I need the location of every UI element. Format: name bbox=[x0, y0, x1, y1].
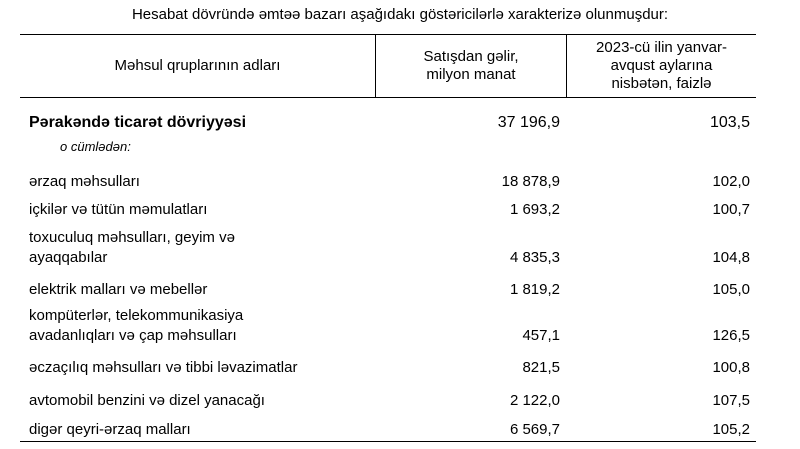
header-product-groups bbox=[20, 35, 375, 97]
row-name: əczaçılıq məhsulları və tibbi ləvazimatlar bbox=[29, 359, 298, 376]
row-name: avtomobil benzini və dizel yanacağı bbox=[29, 392, 265, 409]
subheading: o cümlədən: bbox=[60, 139, 131, 154]
row-revenue: 457,1 bbox=[522, 327, 560, 344]
row-name-line1: kompüterlər, telekommunikasiya bbox=[29, 307, 244, 324]
header-product-groups-label: Məhsul qruplarının adları bbox=[114, 57, 281, 74]
table-caption: Hesabat dövründə əmtəə bazarı aşağıdakı göstəricilərlə xarakterizə olunmuşdur: bbox=[131, 6, 669, 23]
row-percent: 107,5 bbox=[712, 392, 750, 409]
row-name-line2: ayaqqabılar bbox=[29, 249, 108, 266]
row-revenue: 2 122,0 bbox=[509, 392, 560, 409]
row-name: içkilər və tütün məmulatları bbox=[29, 201, 208, 218]
row-percent: 105,0 bbox=[712, 281, 750, 298]
total-name: Pərakəndə ticarət dövriyyəsi bbox=[29, 114, 247, 131]
row-name-line1: toxuculuq məhsulları, geyim və bbox=[29, 229, 235, 246]
row-revenue: 18 878,9 bbox=[501, 173, 560, 190]
table-bottom-rule bbox=[20, 441, 756, 442]
header-bottom-rule bbox=[20, 97, 756, 98]
row-name: ərzaq məhsulları bbox=[29, 173, 140, 190]
header-percent-line3: nisbətən, faizlə bbox=[611, 75, 712, 92]
header-percent-line1: 2023-cü ilin yanvar- bbox=[596, 39, 727, 56]
row-percent: 104,8 bbox=[712, 249, 750, 266]
row-revenue: 1 819,2 bbox=[509, 281, 560, 298]
total-percent: 103,5 bbox=[709, 114, 750, 131]
row-revenue: 6 569,7 bbox=[509, 421, 560, 438]
header-percent-line2: avqust aylarına bbox=[610, 57, 713, 74]
row-percent: 100,8 bbox=[712, 359, 750, 376]
header-revenue-line1: Satışdan gəlir, bbox=[423, 48, 519, 65]
row-name: elektrik malları və mebellər bbox=[29, 281, 208, 298]
total-revenue: 37 196,9 bbox=[497, 114, 560, 131]
row-revenue: 1 693,2 bbox=[509, 201, 560, 218]
row-percent: 105,2 bbox=[712, 421, 750, 438]
row-name: digər qeyri-ərzaq malları bbox=[29, 421, 191, 438]
row-revenue: 821,5 bbox=[522, 359, 560, 376]
header-revenue-line2: milyon manat bbox=[426, 66, 516, 83]
header-revenue bbox=[376, 35, 566, 97]
row-percent: 126,5 bbox=[712, 327, 750, 344]
header-percent bbox=[567, 35, 756, 97]
row-name-line2: avadanlıqları və çap məhsulları bbox=[29, 327, 237, 344]
row-percent: 102,0 bbox=[712, 173, 750, 190]
row-percent: 100,7 bbox=[712, 201, 750, 218]
row-revenue: 4 835,3 bbox=[509, 249, 560, 266]
